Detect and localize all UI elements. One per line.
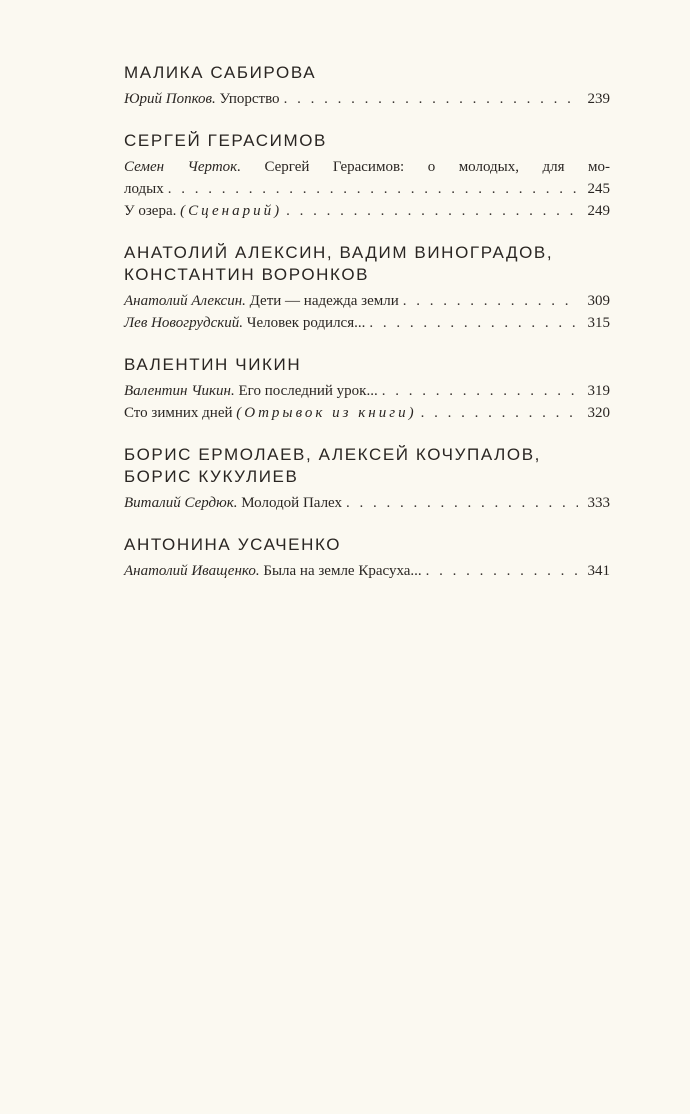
entry-title-line2: лодых (124, 181, 164, 197)
entry-title-line1: Сергей Герасимов: о молодых, для мо- (264, 159, 610, 175)
section-heading: ВАЛЕНТИН ЧИКИН (124, 355, 302, 374)
dot-leader (168, 178, 578, 200)
page-number: 319 (587, 383, 610, 399)
dot-leader (286, 200, 578, 222)
entry-author: Анатолий Иващенко. (124, 563, 260, 579)
dot-leader (284, 88, 578, 110)
dot-leader (426, 560, 578, 582)
page-number: 309 (587, 293, 610, 309)
entry-text-line (124, 156, 610, 178)
entry-title: У озера. (124, 203, 177, 219)
entry-text (124, 200, 282, 222)
page-number: 249 (587, 203, 610, 219)
section-heading: БОРИС ЕРМОЛАЕВ, АЛЕКСЕЙ КОЧУПАЛОВ, БОРИС КУКУЛИЕВ (124, 445, 541, 486)
section-heading: СЕРГЕЙ ГЕРАСИМОВ (124, 131, 327, 150)
table-of-contents (124, 62, 610, 602)
entry-title: Его последний урок... (238, 383, 378, 399)
entry-author: Семен Черток. (124, 159, 241, 175)
toc-entry[interactable] (124, 402, 610, 424)
toc-entry[interactable] (124, 560, 610, 582)
section-heading: МАЛИКА САБИРОВА (124, 63, 317, 82)
page-number: 315 (587, 315, 610, 331)
toc-entry[interactable] (124, 492, 610, 514)
entry-title: Человек родился... (246, 315, 366, 331)
entry-text (124, 290, 399, 312)
entry-title: Молодой Палех (241, 495, 343, 511)
entry-text (124, 492, 342, 514)
entry-text (124, 380, 378, 402)
toc-section-sabirova (124, 62, 610, 110)
entry-title: Дети — надежда земли (249, 293, 399, 309)
entry-author: Юрий Попков. (124, 91, 216, 107)
toc-section-usachenko (124, 534, 610, 582)
toc-section-aleksin (124, 242, 610, 334)
entry-note: (Отрывок из книги) (236, 405, 417, 421)
entry-note: (Сценарий) (180, 203, 283, 219)
toc-entry[interactable] (124, 156, 610, 200)
entry-author: Виталий Сердюк. (124, 495, 238, 511)
entry-continuation (124, 178, 610, 200)
dot-leader (421, 402, 578, 424)
section-heading: АНАТОЛИЙ АЛЕКСИН, ВАДИМ ВИНОГРАДОВ, КОНСТАНТИН ВОРОНКОВ (124, 243, 554, 284)
entry-author: Валентин Чикин. (124, 383, 235, 399)
entry-text (124, 312, 365, 334)
entry-text (124, 402, 417, 424)
dot-leader (369, 312, 578, 334)
dot-leader (346, 492, 578, 514)
page-number: 333 (587, 495, 610, 511)
toc-entry[interactable] (124, 380, 610, 402)
toc-entry[interactable] (124, 290, 610, 312)
toc-entry[interactable] (124, 312, 610, 334)
toc-section-chikin (124, 354, 610, 424)
toc-entry[interactable] (124, 88, 610, 110)
page-number: 320 (587, 405, 610, 421)
page-number: 245 (587, 181, 610, 197)
toc-entry[interactable] (124, 200, 610, 222)
entry-title: Сто зимних дней (124, 405, 233, 421)
toc-section-gerasimov (124, 130, 610, 222)
toc-section-ermolaev (124, 444, 610, 514)
entry-author: Анатолий Алексин. (124, 293, 246, 309)
entry-text (124, 88, 280, 110)
page-number: 341 (587, 563, 610, 579)
entry-author: Лев Новогрудский. (124, 315, 244, 331)
entry-title: Упорство (219, 91, 280, 107)
dot-leader (403, 290, 578, 312)
section-heading: АНТОНИНА УСАЧЕНКО (124, 535, 342, 554)
entry-text (124, 560, 422, 582)
dot-leader (382, 380, 578, 402)
page-number: 239 (587, 91, 610, 107)
entry-title: Была на земле Красуха... (263, 563, 422, 579)
